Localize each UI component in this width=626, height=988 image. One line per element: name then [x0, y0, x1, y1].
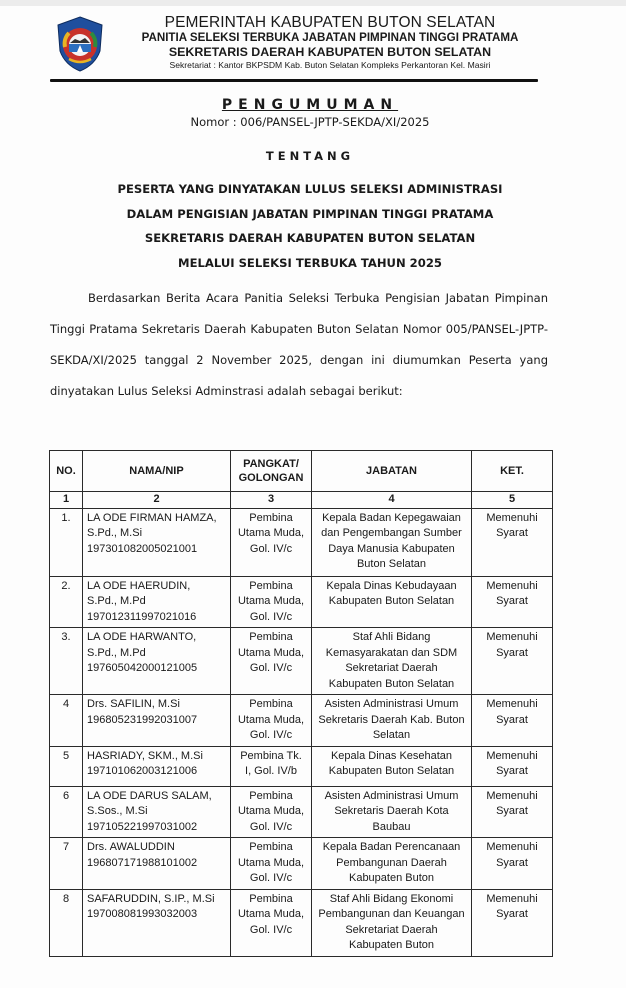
table-row [50, 889, 553, 956]
cell-pangkat-golongan [231, 576, 312, 628]
table-header-row [50, 451, 553, 492]
cell-nama-nip-line: S.Pd., M.Pd [87, 595, 146, 607]
cell-pangkat-golongan-line: Utama Muda, [237, 646, 305, 659]
letterhead-divider [50, 79, 538, 82]
cell-nama-nip-line: 197301082005021001 [87, 542, 198, 555]
table-row [50, 695, 553, 747]
cell-ket-line: Syarat [496, 856, 528, 869]
cell-no: 6 [50, 786, 83, 838]
letterhead-position: SEKRETARIS DAERAH KABUPATEN BUTON SELATAN [168, 45, 492, 59]
letterhead-government: PEMERINTAH KABUPATEN BUTON SELATAN [164, 14, 496, 31]
cell-jabatan [312, 695, 472, 747]
cell-nama-nip [83, 786, 231, 838]
cell-nama-nip-line: 197605042000121005 [87, 662, 198, 674]
table-row [50, 746, 553, 786]
cell-pangkat-golongan-line: Gol. IV/c [249, 542, 293, 555]
cell-no: 1. [50, 508, 83, 576]
cell-pangkat-golongan-line: Utama Muda, [237, 527, 305, 539]
cell-nama-nip-line: Drs. SAFILIN, M.Si [87, 698, 180, 710]
cell-ket-line: Syarat [496, 805, 528, 817]
top-edge [0, 0, 626, 6]
cell-nama-nip-line: S.Pd., M.Si [87, 527, 143, 539]
cell-pangkat-golongan-line: Pembina [249, 892, 293, 905]
cell-pangkat-golongan-line: Gol. IV/c [249, 820, 293, 833]
table-body [50, 508, 553, 956]
cell-nama-nip-line: LA ODE FIRMAN HAMZA, [87, 511, 217, 524]
announcement-number: Nomor : 006/PANSEL-JPTP-SEKDA/XI/2025 [190, 115, 430, 129]
cell-pangkat-golongan-line: Gol. IV/c [249, 610, 293, 623]
announcement-about: TENTANG [265, 149, 355, 163]
cell-jabatan-line: Kepala Dinas Kebudayaan [326, 579, 457, 592]
cell-nama-nip [83, 628, 231, 695]
cell-nama-nip-line: LA ODE HAERUDIN, [87, 579, 191, 592]
cell-ket [472, 576, 553, 628]
cell-pangkat-golongan-line: I, Gol. IV/b [245, 765, 297, 777]
cell-ket-line: Memenuhi [486, 789, 538, 802]
column-number: 2 [83, 492, 231, 509]
table-row [50, 576, 553, 628]
announcement-body: Berdasarkan Berita Acara Panitia Seleksi Terbuka Pengisian Jabatan Pimpinan Tinggi Pratama Sekretaris Daerah Kabupaten Buton Selatan Nomor 005/PANSEL-JPTP-SEKDA/XI/2025 tanggal 2 November 2025, dengan ini diumumkan Peserta yang dinyatakan Lulus Seleksi Adminstrasi adalah sebagai berikut: [50, 291, 548, 398]
cell-ket-line: Memenuhi [486, 511, 538, 524]
header-jabatan: JABATAN [312, 451, 472, 492]
table-row [50, 628, 553, 695]
cell-jabatan-line: Staf Ahli Bidang [352, 631, 431, 643]
table-row [50, 508, 553, 576]
cell-ket [472, 889, 553, 956]
cell-jabatan [312, 889, 472, 956]
cell-jabatan-line: Buton Selatan [356, 558, 427, 570]
subject-line: DALAM PENGISIAN JABATAN PIMPINAN TINGGI PRATAMA [126, 206, 494, 221]
cell-nama-nip-line: LA ODE HARWANTO, [87, 631, 197, 643]
cell-jabatan-line: dan Pengembangan Sumber [321, 527, 462, 539]
cell-ket-line: Syarat [496, 595, 528, 607]
cell-jabatan [312, 508, 472, 576]
cell-pangkat-golongan [231, 889, 312, 956]
cell-ket [472, 695, 553, 747]
cell-pangkat-golongan-line: Gol. IV/c [249, 872, 293, 884]
cell-nama-nip-line: 197012311997021016 [87, 610, 197, 623]
cell-pangkat-golongan-line: Pembina [249, 841, 293, 853]
cell-ket-line: Syarat [496, 765, 528, 777]
cell-ket [472, 838, 553, 890]
cell-jabatan-line: Kabupaten Buton Selatan [328, 677, 455, 690]
cell-nama-nip-line: 196807171988101002 [87, 856, 198, 869]
letterhead [50, 10, 550, 80]
cell-jabatan [312, 746, 472, 786]
announcement-header [40, 96, 580, 275]
cell-pangkat-golongan-line: Gol. IV/c [249, 729, 293, 741]
cell-jabatan-line: Daya Manusia Kabupaten [328, 542, 455, 555]
cell-jabatan-line: Sekretaris Daerah Kab. Buton [318, 713, 465, 726]
cell-ket-line: Syarat [496, 527, 528, 539]
cell-pangkat-golongan [231, 628, 312, 695]
cell-nama-nip [83, 508, 231, 576]
cell-nama-nip-line: SAFARUDDIN, S.IP., M.Si [87, 892, 215, 905]
participants-table [49, 450, 553, 957]
subject-line: MELALUI SELEKSI TERBUKA TAHUN 2025 [178, 255, 442, 270]
header-pangkat-golongan: PANGKAT/ GOLONGAN [231, 451, 312, 492]
cell-jabatan-line: Staf Ahli Bidang Ekonomi [329, 892, 454, 905]
header-no: NO. [50, 451, 83, 492]
cell-pangkat-golongan-line: Utama Muda, [237, 856, 305, 869]
cell-pangkat-golongan-line: Utama Muda, [237, 908, 305, 920]
cell-ket-line: Memenuhi [486, 579, 538, 592]
cell-pangkat-golongan-line: Pembina Tk. [240, 749, 302, 762]
cell-pangkat-golongan [231, 508, 312, 576]
cell-ket [472, 746, 553, 786]
cell-nama-nip [83, 746, 231, 786]
table-row [50, 786, 553, 838]
header-nama-nip: NAMA/NIP [83, 451, 231, 492]
subject-line: PESERTA YANG DINYATAKAN LULUS SELEKSI ADMINISTRASI [117, 182, 503, 196]
cell-no: 4 [50, 695, 83, 747]
regency-crest-icon [55, 15, 105, 73]
cell-ket [472, 628, 553, 695]
cell-ket-line: Memenuhi [486, 698, 538, 710]
subject-line: SEKRETARIS DAERAH KABUPATEN BUTON SELATAN [144, 231, 476, 245]
cell-jabatan-line: Kepala Badan Kepegawaian [322, 511, 461, 524]
cell-nama-nip-line: 197105221997031002 [87, 820, 198, 833]
cell-nama-nip-line: 197101062003121006 [87, 765, 198, 777]
cell-jabatan-line: Kabupaten Buton Selatan [328, 765, 455, 777]
cell-pangkat-golongan-line: Utama Muda, [237, 805, 305, 817]
letterhead-committee: PANITIA SELEKSI TERBUKA JABATAN PIMPINAN TINGGI PRATAMA [141, 31, 519, 44]
cell-jabatan-line: Pembangunan Daerah [336, 856, 447, 869]
cell-pangkat-golongan [231, 838, 312, 890]
cell-nama-nip-line: 197008081993032003 [87, 908, 198, 920]
header-ket: KET. [472, 451, 553, 492]
column-number-row [50, 492, 553, 509]
cell-ket-line: Memenuhi [486, 749, 538, 762]
column-number: 5 [472, 492, 553, 509]
cell-ket-line: Syarat [496, 646, 528, 659]
cell-nama-nip-line: 196805231992031007 [87, 713, 198, 726]
cell-jabatan-line: Asisten Administrasi Umum [324, 698, 459, 710]
cell-nama-nip-line: S.Sos., M.Si [87, 805, 148, 817]
cell-jabatan-line: Kabupaten Buton [348, 939, 435, 951]
cell-pangkat-golongan-line: Gol. IV/c [249, 662, 293, 674]
cell-nama-nip-line: HASRIADY, SKM., M.Si [87, 749, 203, 762]
letterhead-address: Sekretariat : Kantor BKPSDM Kab. Buton Selatan Kompleks Perkantoran Kel. Masiri [169, 60, 491, 70]
cell-pangkat-golongan-line: Gol. IV/c [249, 923, 293, 936]
cell-pangkat-golongan-line: Pembina [249, 698, 293, 710]
cell-jabatan-line: Baubau [372, 820, 411, 833]
cell-jabatan [312, 628, 472, 695]
cell-ket-line: Syarat [496, 908, 528, 920]
cell-pangkat-golongan-line: Pembina [249, 789, 293, 802]
cell-jabatan-line: Asisten Administrasi Umum [324, 789, 459, 802]
cell-jabatan-line: Sekretariat Daerah [345, 662, 438, 674]
cell-jabatan-line: Sekretariat Daerah [345, 923, 438, 936]
cell-nama-nip [83, 576, 231, 628]
cell-nama-nip [83, 695, 231, 747]
cell-nama-nip [83, 838, 231, 890]
cell-jabatan-line: Sekretaris Daerah Kota [334, 805, 449, 817]
cell-ket-line: Memenuhi [486, 841, 538, 853]
cell-no: 8 [50, 889, 83, 956]
cell-pangkat-golongan-line: Utama Muda, [237, 713, 305, 726]
cell-jabatan-line: Kemasyarakatan dan SDM [325, 646, 458, 659]
cell-nama-nip-line: Drs. AWALUDDIN [87, 841, 175, 853]
cell-jabatan [312, 838, 472, 890]
cell-pangkat-golongan-line: Utama Muda, [237, 595, 305, 607]
cell-pangkat-golongan-line: Pembina [249, 579, 293, 592]
cell-no: 7 [50, 838, 83, 890]
cell-pangkat-golongan [231, 695, 312, 747]
cell-jabatan-line: Kepala Dinas Kesehatan [330, 749, 453, 762]
cell-jabatan-line: Kabupaten Buton Selatan [328, 595, 455, 607]
announcement-title: PENGUMUMAN [221, 97, 399, 113]
cell-jabatan-line: Pembangunan dan Keuangan [318, 908, 465, 920]
cell-no: 2. [50, 576, 83, 628]
column-number: 3 [231, 492, 312, 509]
cell-no: 3. [50, 628, 83, 695]
cell-jabatan [312, 786, 472, 838]
cell-pangkat-golongan [231, 786, 312, 838]
cell-jabatan [312, 576, 472, 628]
cell-nama-nip-line: S.Pd., M.Pd [87, 646, 146, 659]
cell-nama-nip-line: LA ODE DARUS SALAM, [87, 789, 212, 802]
cell-jabatan-line: Kabupaten Buton [348, 872, 435, 884]
cell-pangkat-golongan-line: Pembina [249, 511, 293, 524]
cell-nama-nip [83, 889, 231, 956]
cell-ket [472, 786, 553, 838]
cell-pangkat-golongan [231, 746, 312, 786]
cell-ket-line: Memenuhi [486, 631, 538, 643]
column-number: 4 [312, 492, 472, 509]
cell-pangkat-golongan-line: Pembina [249, 631, 293, 643]
cell-ket [472, 508, 553, 576]
cell-no: 5 [50, 746, 83, 786]
cell-ket-line: Syarat [496, 713, 528, 726]
cell-ket-line: Memenuhi [486, 892, 538, 905]
cell-jabatan-line: Selatan [372, 729, 411, 741]
announcement-subject [40, 177, 580, 275]
cell-jabatan-line: Kepala Badan Perencanaan [322, 841, 461, 853]
column-number: 1 [50, 492, 83, 509]
table-row [50, 838, 553, 890]
